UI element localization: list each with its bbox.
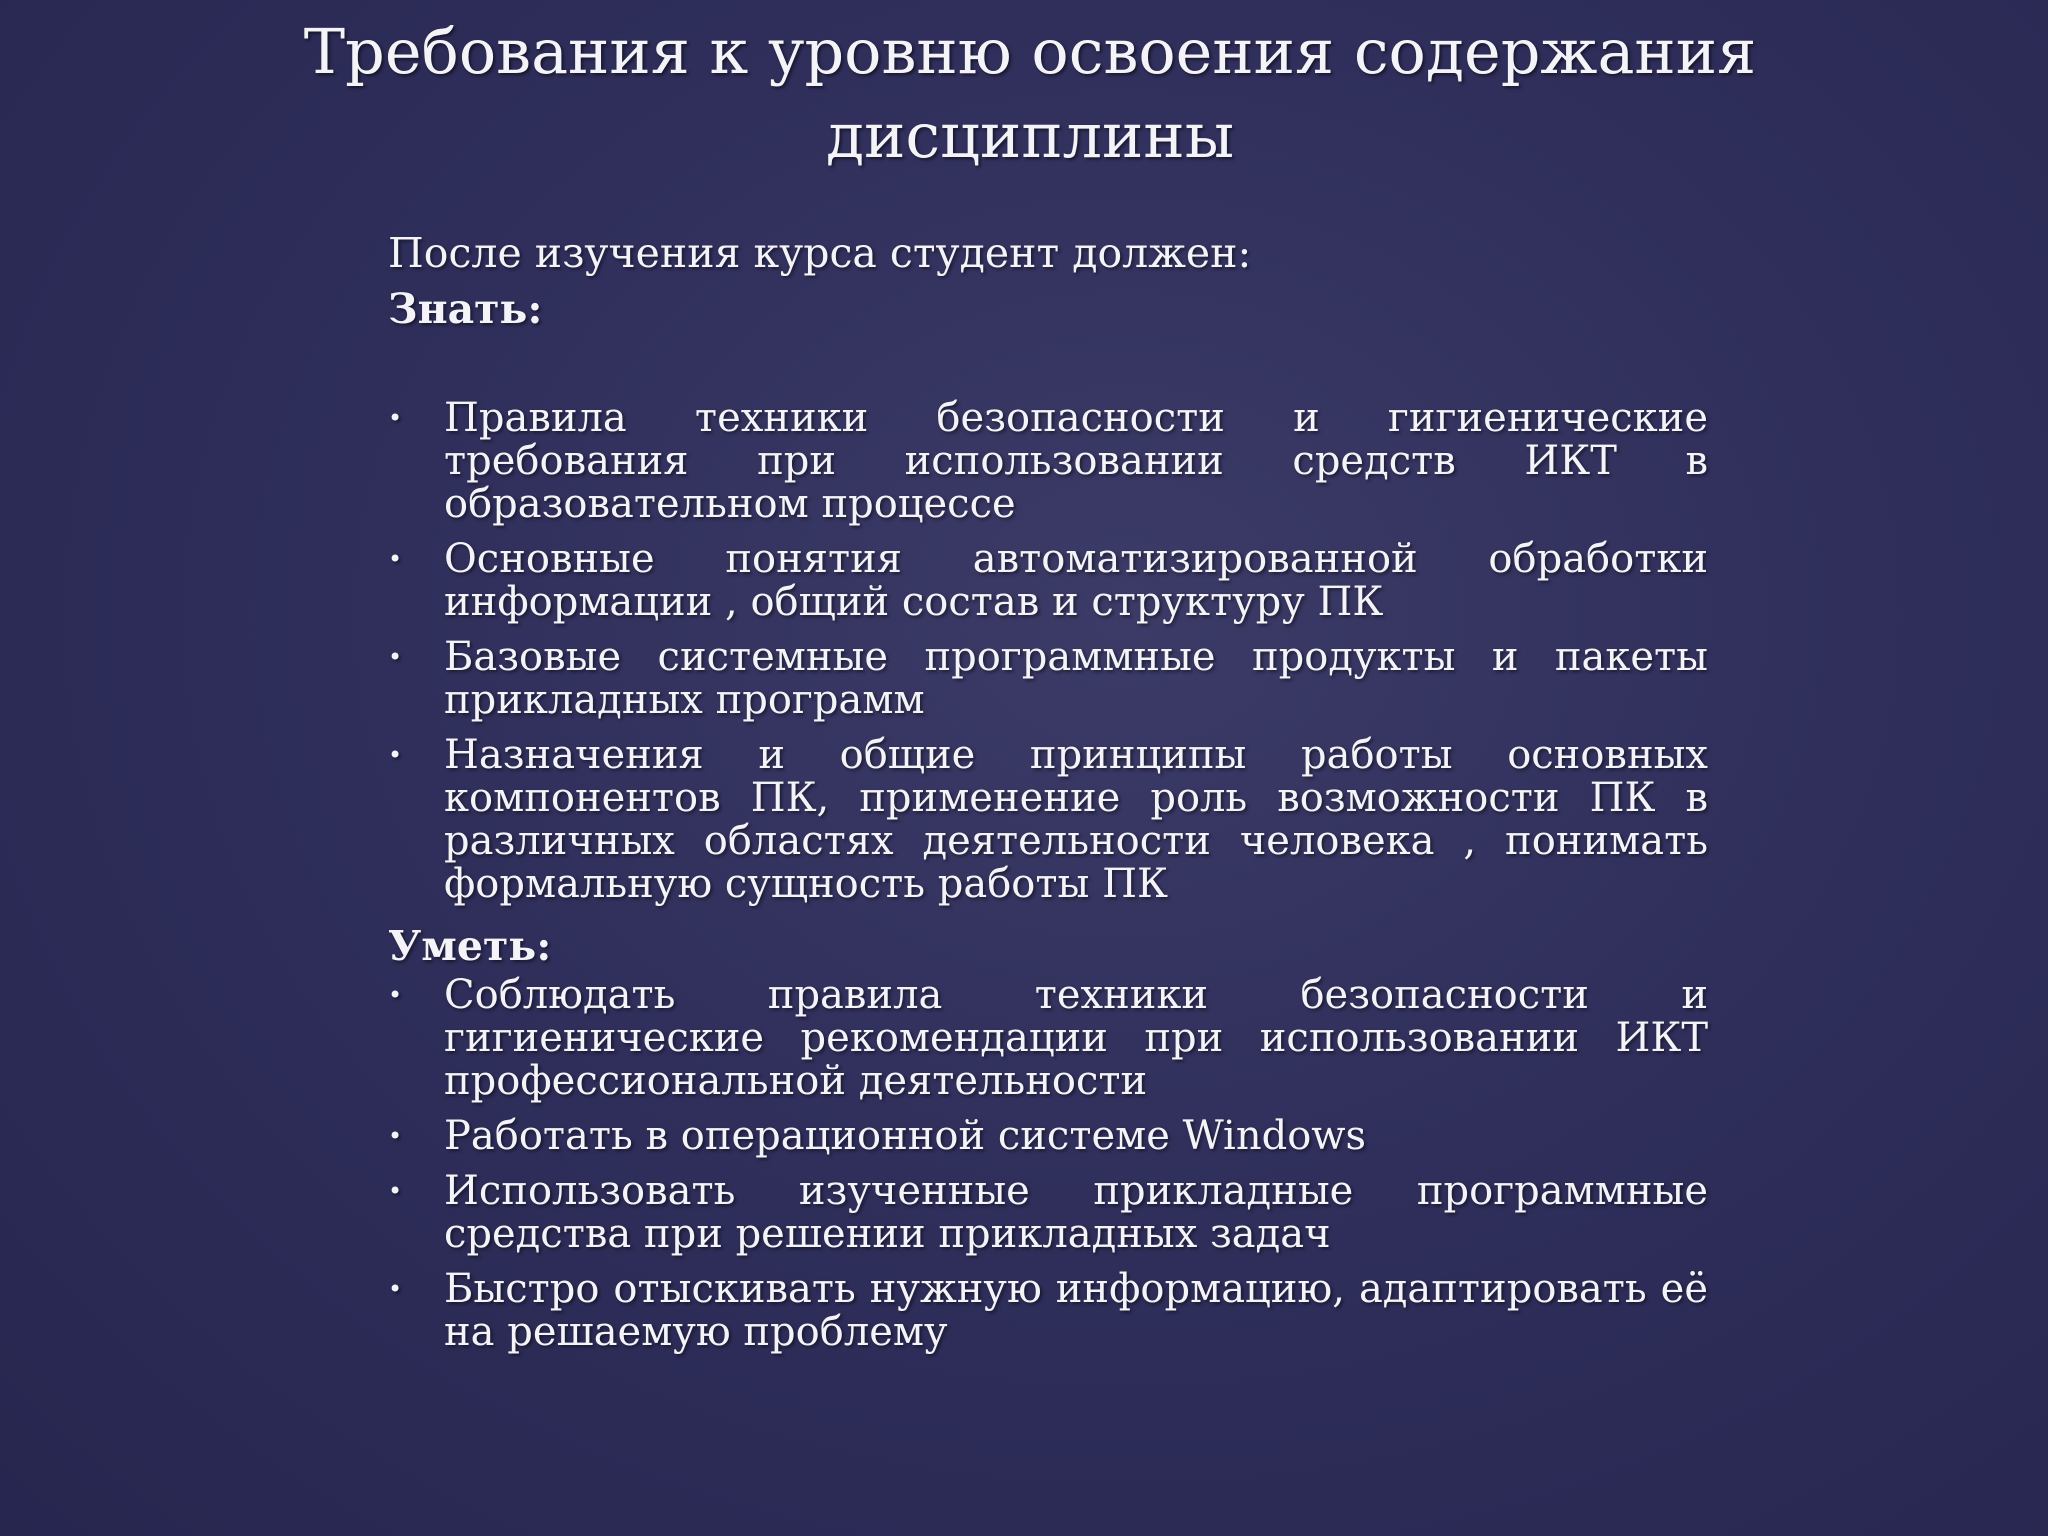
bullet-icon: •: [388, 1177, 403, 1205]
list-item: [388, 636, 1708, 722]
list-item-text: Правила техники безопасности и гигиенические требования при использовании средств ИКТ в образовательном процессе: [444, 395, 1708, 527]
bullet-icon: •: [388, 643, 403, 671]
list-item: [388, 1268, 1708, 1354]
can-list: [388, 974, 1708, 1354]
bullet-icon: •: [388, 981, 403, 1009]
bullet-icon: •: [388, 741, 403, 769]
list-item-text: Назначения и общие принципы работы основных компонентов ПК, применение роль возможности ПК в различных областях деятельности человека , понимать формальную сущность работы ПК: [444, 732, 1708, 907]
bullet-icon: •: [388, 404, 403, 432]
list-item: [388, 538, 1708, 624]
slide-title: Требования к уровню освоения содержания дисциплины: [303, 15, 1757, 172]
list-item-text: Основные понятия автоматизированной обработки информации , общий состав и структуру ПК: [444, 536, 1708, 625]
intro-text: После изучения курса студент должен:: [388, 229, 1252, 277]
list-item-text: Базовые системные программные продукты и пакеты прикладных программ: [444, 634, 1708, 723]
know-heading: Знать:: [388, 285, 543, 333]
list-item-text: Соблюдать правила техники безопасности и гигиенические рекомендации при использовании ИКТ профессиональной деятельности: [444, 972, 1708, 1104]
slide-body: [388, 225, 1708, 1366]
list-item: [388, 1170, 1708, 1256]
list-item: [388, 974, 1708, 1103]
bullet-icon: •: [388, 1275, 403, 1303]
bullet-icon: •: [388, 1122, 403, 1150]
list-item: [388, 734, 1708, 906]
bullet-icon: •: [388, 545, 403, 573]
know-list: [388, 397, 1708, 906]
list-item-text: Работать в операционной системе Windows: [444, 1113, 1367, 1159]
list-item: [388, 397, 1708, 526]
list-item-text: Использовать изученные прикладные программные средства при решении прикладных задач: [444, 1168, 1708, 1257]
list-item-text: Быстро отыскивать нужную информацию, адаптировать её на решаемую проблему: [444, 1266, 1708, 1355]
list-item: [388, 1115, 1708, 1158]
can-heading: Уметь:: [388, 922, 552, 970]
